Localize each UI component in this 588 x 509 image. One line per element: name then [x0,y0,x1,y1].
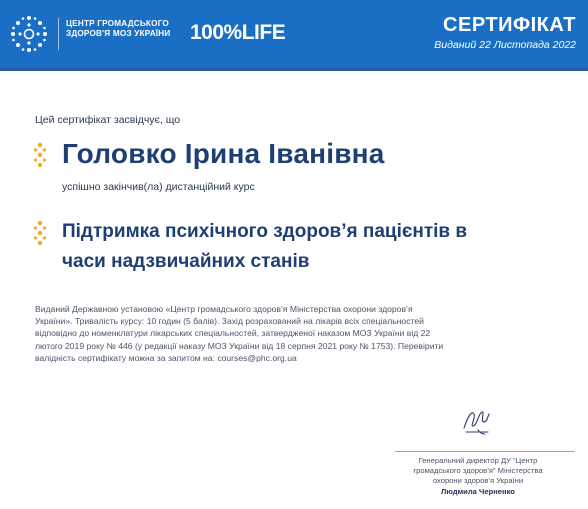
director-name: Людмила Черненко [441,487,515,496]
details-line: України». Тривалість курсу: 10 годин (5 балів). Захід розрахований на лікарів всіх спеціальностей [35,316,424,327]
details-line: відповідно до номенклатури лікарських спеціальностей, затвердженої наказом МОЗ України від 22 [35,328,431,339]
life-logo: 100%LIFE [190,21,286,44]
intro-text: Цей сертифікат засвідчує, що [35,114,181,126]
director-title-line3: охорони здоров’я України [432,476,524,485]
certificate-details [35,303,560,364]
org-name-line2: ЗДОРОВ'Я МОЗ УКРАЇНИ [66,29,171,38]
details-line: валідність сертифікату можна за запитом на: courses@phc.org.ua [35,352,297,363]
issue-date: Виданий 22 Листопада 2022 [434,39,576,51]
completed-text: успішно закінчив(ла) дистанційний курс [62,181,255,193]
org-name-line1: ЦЕНТР ГРОМАДСЬКОГО [66,19,169,28]
course-title [62,217,562,277]
organization-name [66,19,176,39]
orange-dots-icon [33,220,47,246]
certificate-title: СЕРТИФІКАТ [443,14,576,36]
phc-logo-icon [9,14,49,54]
director-title-line1: Генеральний директор ДУ “Центр [418,456,538,465]
director-title-line2: громадського здоров’я” Міністерства [413,466,543,475]
header-divider [58,18,59,50]
director-block [398,456,558,497]
certificate-header [0,0,588,71]
details-line: Виданий Державною установою «Центр громадського здоров’я Міністерства охорони здоров’я [35,304,413,314]
course-title-line2: часи надзвичайних станів [62,251,310,272]
orange-dots-icon [33,142,47,168]
course-title-line1: Підтримка психічного здоров’я пацієнтів в [62,221,468,242]
recipient-name: Головко Ірина Іванівна [62,138,385,169]
details-line: лютого 2019 року № 446 (у редакції наказу МОЗ України від 18 серпня 2021 року № 1753). Перевірити [35,340,444,351]
handwritten-signature [458,402,494,438]
signature-line [395,451,575,452]
